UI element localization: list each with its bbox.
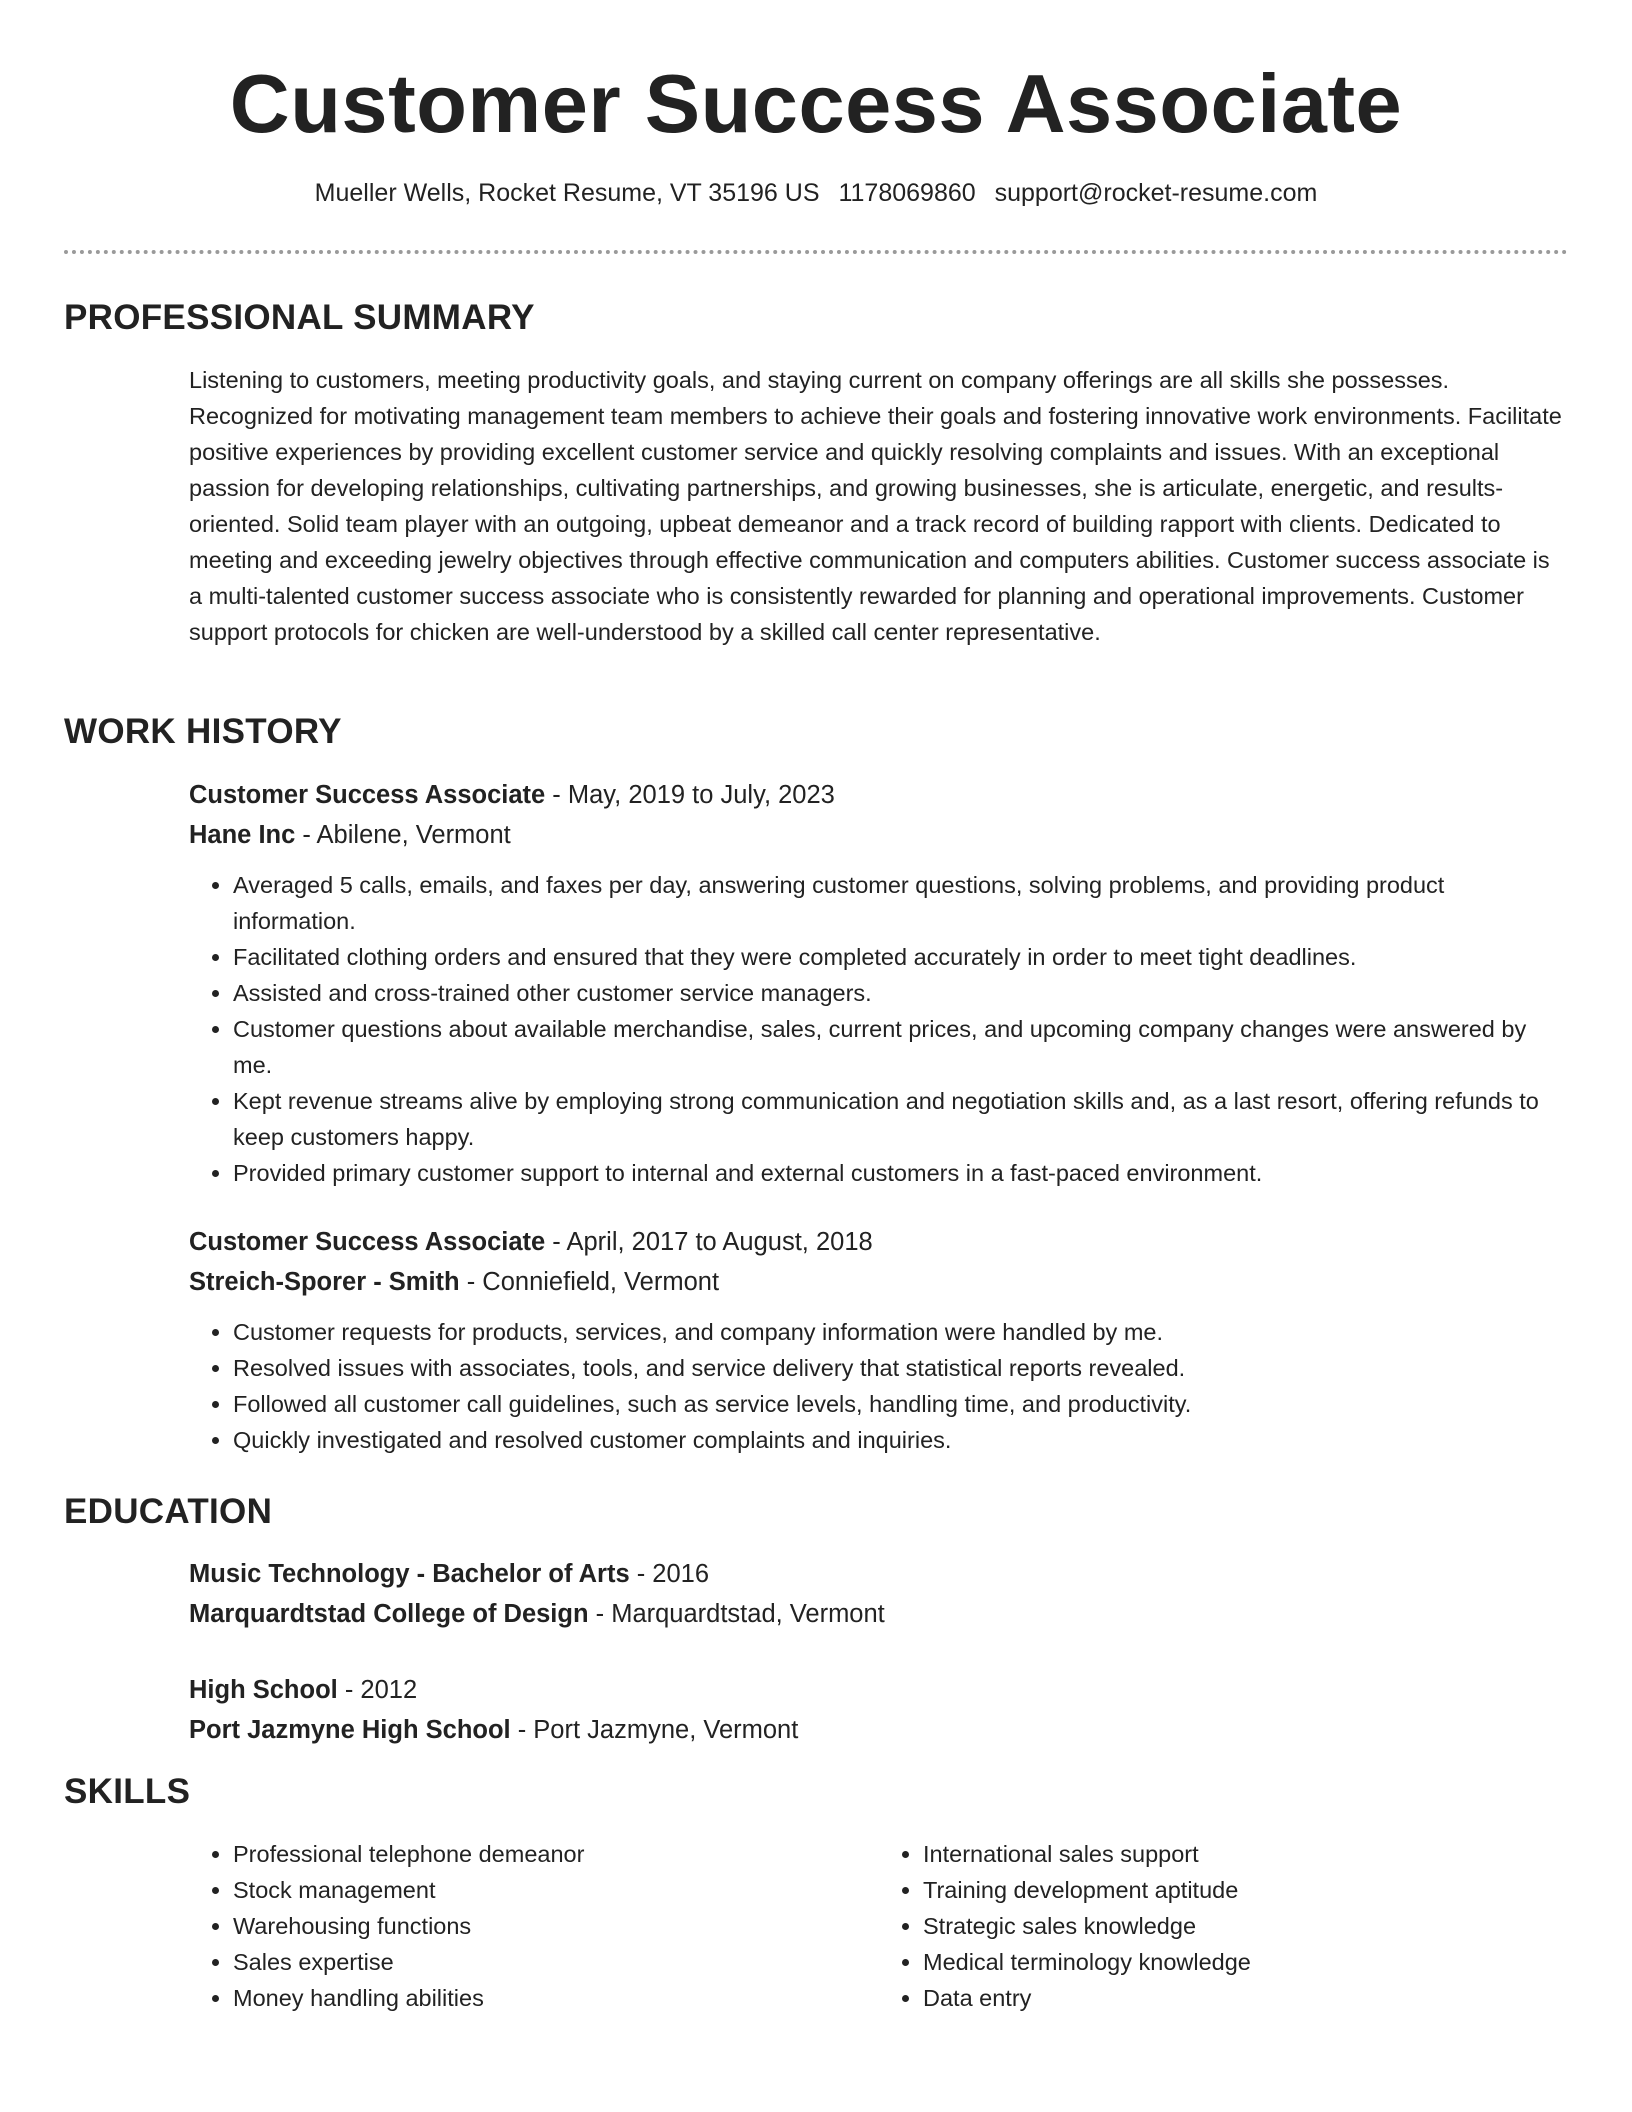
job-title-line [189, 1222, 1569, 1262]
job-entry [189, 1222, 1569, 1458]
skills-heading: SKILLS [64, 1772, 191, 1811]
education-entry [189, 1670, 1569, 1750]
skill-item: • Money handling abilities [233, 1980, 879, 2016]
education-school-line [189, 1710, 1569, 1750]
contact-line [64, 176, 1568, 210]
contact-phone: 1178069860 [838, 179, 976, 207]
job-dates: - May, 2019 to July, 2023 [545, 781, 835, 809]
job-bullet: • Kept revenue streams alive by employing strong communication and negotiation skills and, as a last resort, offering refunds to keep customers happy. [233, 1083, 1569, 1155]
education-degree: High School [189, 1676, 338, 1704]
job-company-line [189, 1262, 1569, 1302]
job-title: Customer Success Associate [189, 1228, 546, 1256]
skill-item: • International sales support [923, 1836, 1569, 1872]
job-bullet: • Averaged 5 calls, emails, and faxes per day, answering customer questions, solving problems, and providing product information. [233, 867, 1569, 939]
contact-address: Mueller Wells, Rocket Resume, VT 35196 US [314, 179, 820, 207]
education-heading: EDUCATION [64, 1492, 273, 1531]
job-bullet: • Resolved issues with associates, tools, and service delivery that statistical reports revealed. [233, 1350, 1569, 1386]
summary-text: Listening to customers, meeting productivity goals, and staying current on company offerings are all skills she possesses. Recognized for motivating management team members to achieve their goals and fostering innovative work environments. Facilitate positive experiences by providing excellent customer service and quickly resolving complaints and issues. With an exceptional passion for developing relationships, cultivating partnerships, and growing businesses, she is articulate, energetic, and results-oriented. Solid team player with an outgoing, upbeat demeanor and a track record of building rapport with clients. Dedicated to meeting and exceeding jewelry objectives through effective communication and computers abilities. Customer success associate is a multi-talented customer success associate who is consistently rewarded for planning and operational improvements. Customer support protocols for chicken are well-understood by a skilled call center representative. [189, 367, 1562, 645]
resume-page [64, 0, 1568, 2011]
education-degree-line [189, 1554, 1569, 1594]
skills-list [189, 1836, 1569, 2016]
job-title-line [189, 775, 1569, 815]
job-bullets [189, 1314, 1569, 1458]
skills-column-right [879, 1836, 1569, 2016]
education-school: Port Jazmyne High School [189, 1716, 511, 1744]
contact-email[interactable]: support@rocket-resume.com [994, 179, 1318, 207]
skill-item: • Professional telephone demeanor [233, 1836, 879, 1872]
education-degree-line [189, 1670, 1569, 1710]
job-company: Streich-Sporer - Smith [189, 1268, 460, 1296]
skill-item: • Strategic sales knowledge [923, 1908, 1569, 1944]
skill-item: • Stock management [233, 1872, 879, 1908]
job-title: Customer Success Associate [189, 781, 546, 809]
work-history-heading: WORK HISTORY [64, 712, 342, 751]
job-bullet: • Provided primary customer support to internal and external customers in a fast-paced environment. [233, 1155, 1569, 1191]
summary-block [189, 362, 1569, 650]
resume-name: Customer Success Associate [229, 57, 1403, 150]
summary-heading: PROFESSIONAL SUMMARY [64, 298, 535, 337]
skill-item: • Sales expertise [233, 1944, 879, 1980]
education-school: Marquardtstad College of Design [189, 1600, 589, 1628]
job-dates: - April, 2017 to August, 2018 [545, 1228, 873, 1256]
education-entry [189, 1554, 1569, 1634]
job-bullet: • Assisted and cross-trained other customer service managers. [233, 975, 1569, 1011]
education-location: - Port Jazmyne, Vermont [510, 1716, 799, 1744]
education-year: - 2016 [629, 1560, 710, 1588]
job-bullet: • Customer questions about available merchandise, sales, current prices, and upcoming company changes were answered by me. [233, 1011, 1569, 1083]
education-year: - 2012 [337, 1676, 418, 1704]
job-company: Hane Inc [189, 821, 296, 849]
job-bullet: • Quickly investigated and resolved customer complaints and inquiries. [233, 1422, 1569, 1458]
education-school-line [189, 1594, 1569, 1634]
job-bullet: • Facilitated clothing orders and ensured that they were completed accurately in order to meet tight deadlines. [233, 939, 1569, 975]
skills-column-left [189, 1836, 879, 2016]
job-bullet: • Customer requests for products, services, and company information were handled by me. [233, 1314, 1569, 1350]
job-location: - Abilene, Vermont [295, 821, 511, 849]
job-entry [189, 775, 1569, 1191]
skill-item: • Training development aptitude [923, 1872, 1569, 1908]
education-degree: Music Technology - Bachelor of Arts [189, 1560, 630, 1588]
header-divider [64, 250, 1568, 254]
job-location: - Conniefield, Vermont [459, 1268, 720, 1296]
job-bullets [189, 867, 1569, 1191]
job-company-line [189, 815, 1569, 855]
skill-item: • Data entry [923, 1980, 1569, 2016]
skill-item: • Medical terminology knowledge [923, 1944, 1569, 1980]
job-bullet: • Followed all customer call guidelines, such as service levels, handling time, and productivity. [233, 1386, 1569, 1422]
education-location: - Marquardtstad, Vermont [588, 1600, 885, 1628]
skill-item: • Warehousing functions [233, 1908, 879, 1944]
